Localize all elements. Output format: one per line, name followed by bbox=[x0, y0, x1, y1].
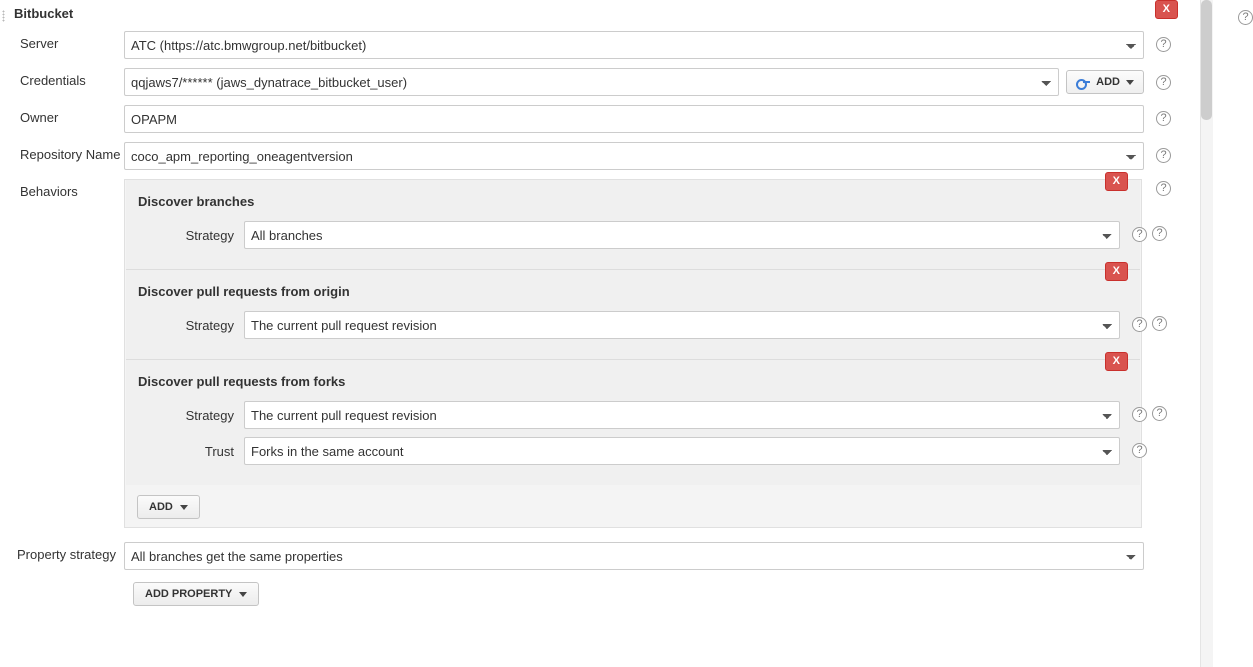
remove-behavior-button[interactable]: X bbox=[1105, 352, 1128, 371]
behavior-card-discover-pull-requests-from-origin bbox=[126, 265, 1163, 360]
behavior-title: Discover branches bbox=[138, 194, 255, 209]
behavior-row-field bbox=[244, 401, 1143, 429]
discover-pr-forks-trust-select[interactable] bbox=[244, 437, 1120, 465]
server-select[interactable] bbox=[124, 31, 1144, 59]
remove-behavior-button[interactable]: X bbox=[1105, 172, 1128, 191]
page-scrollbar[interactable] bbox=[1200, 0, 1213, 667]
behavior-row-strategy bbox=[138, 221, 1143, 249]
add-property-button[interactable] bbox=[133, 582, 259, 606]
repository-name-select[interactable] bbox=[124, 142, 1144, 170]
repository-name-help-icon[interactable]: ? bbox=[1156, 148, 1171, 163]
label-credentials: Credentials bbox=[20, 73, 86, 88]
chevron-down-icon bbox=[239, 592, 247, 597]
behavior-row-field bbox=[244, 437, 1143, 465]
add-credentials-button[interactable] bbox=[1066, 70, 1144, 94]
behavior-row-help-icon[interactable]: ? bbox=[1132, 443, 1147, 458]
behavior-row-label: Trust bbox=[204, 443, 234, 459]
owner-help-icon[interactable]: ? bbox=[1156, 111, 1171, 126]
credentials-help-icon[interactable]: ? bbox=[1156, 75, 1171, 90]
add-credentials-label: ADD bbox=[1096, 76, 1120, 88]
row-repository-name bbox=[0, 142, 1200, 170]
label-owner: Owner bbox=[20, 110, 59, 125]
behavior-row-field bbox=[244, 221, 1143, 249]
page-scrollbar-thumb[interactable] bbox=[1201, 0, 1212, 120]
behavior-card-help-icon[interactable]: ? bbox=[1152, 406, 1167, 421]
label-behaviors: Behaviors bbox=[20, 184, 78, 199]
panel-header bbox=[0, 0, 1200, 31]
key-icon bbox=[1076, 78, 1090, 87]
chevron-down-icon bbox=[1126, 80, 1134, 85]
behavior-row-label: Strategy bbox=[185, 407, 234, 423]
field-repository-name bbox=[124, 142, 1167, 170]
add-property-label: ADD PROPERTY bbox=[145, 588, 233, 600]
panel-title: Bitbucket bbox=[14, 6, 74, 21]
behavior-row-help-icon[interactable]: ? bbox=[1132, 227, 1147, 242]
remove-source-button[interactable]: X bbox=[1155, 0, 1178, 19]
row-property-strategy bbox=[0, 542, 1200, 570]
property-strategy-select[interactable] bbox=[124, 542, 1144, 570]
row-behaviors bbox=[0, 175, 1200, 528]
label-property-strategy: Property strategy bbox=[17, 547, 116, 562]
field-server bbox=[124, 31, 1167, 59]
owner-input[interactable] bbox=[124, 105, 1144, 133]
behavior-card-help-icon[interactable]: ? bbox=[1152, 316, 1167, 331]
behavior-row-strategy bbox=[138, 311, 1143, 339]
add-property-wrap bbox=[0, 582, 1200, 606]
label-server: Server bbox=[20, 36, 59, 51]
row-credentials bbox=[0, 68, 1200, 96]
field-behaviors bbox=[124, 175, 1167, 528]
credentials-select[interactable] bbox=[124, 68, 1059, 96]
label-repository-name: Repository Name bbox=[20, 147, 121, 162]
field-property-strategy bbox=[124, 542, 1144, 570]
behavior-card-help-icon[interactable]: ? bbox=[1152, 226, 1167, 241]
behavior-row-label: Strategy bbox=[185, 317, 234, 333]
behavior-row-help-icon[interactable]: ? bbox=[1132, 407, 1147, 422]
behavior-title: Discover pull requests from forks bbox=[138, 374, 346, 389]
behavior-card-discover-branches bbox=[126, 175, 1163, 270]
behavior-card-discover-pull-requests-from-forks bbox=[126, 355, 1163, 485]
behaviors-container bbox=[124, 175, 1163, 528]
row-owner bbox=[0, 105, 1200, 133]
add-behavior-label: ADD bbox=[149, 501, 173, 513]
remove-behavior-button[interactable]: X bbox=[1105, 262, 1128, 281]
behavior-row-strategy bbox=[138, 401, 1143, 429]
behavior-row-field bbox=[244, 311, 1143, 339]
discover-pr-forks-strategy-select[interactable] bbox=[244, 401, 1120, 429]
behavior-title: Discover pull requests from origin bbox=[138, 284, 350, 299]
behavior-row-trust bbox=[138, 437, 1143, 465]
behaviors-add-wrap bbox=[137, 495, 1141, 519]
field-owner bbox=[124, 105, 1167, 133]
add-behavior-button[interactable] bbox=[137, 495, 200, 519]
behavior-row-label: Strategy bbox=[185, 227, 234, 243]
discover-pr-origin-strategy-select[interactable] bbox=[244, 311, 1120, 339]
chevron-down-icon bbox=[180, 505, 188, 510]
behavior-row-help-icon[interactable]: ? bbox=[1132, 317, 1147, 332]
behaviors-help-icon[interactable]: ? bbox=[1156, 181, 1171, 196]
row-server bbox=[0, 31, 1200, 59]
server-help-icon[interactable]: ? bbox=[1156, 37, 1171, 52]
discover-branches-strategy-select[interactable] bbox=[244, 221, 1120, 249]
drag-grip-icon[interactable] bbox=[2, 10, 5, 22]
page-help-icon[interactable]: ? bbox=[1238, 10, 1253, 25]
field-credentials bbox=[124, 68, 1167, 96]
